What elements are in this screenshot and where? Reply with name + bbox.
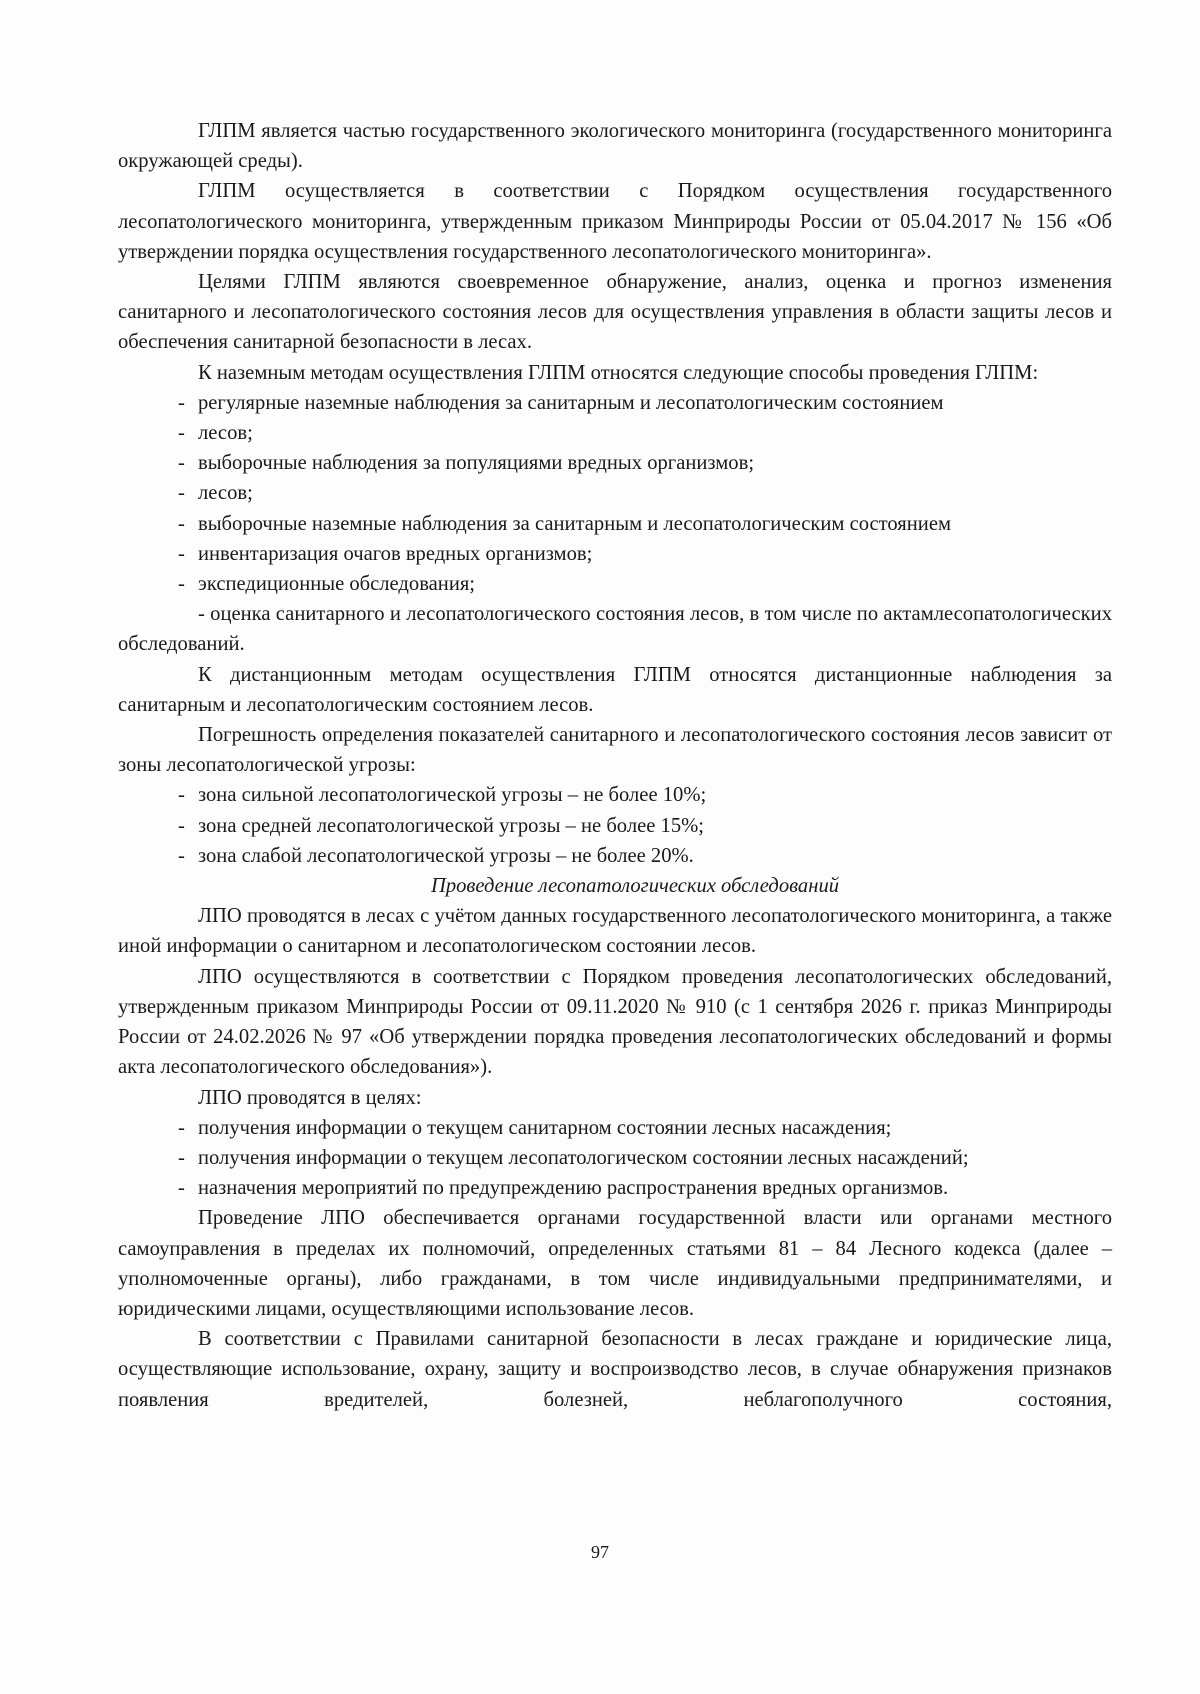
- list-item-text: выборочные наземные наблюдения за санитарным и лесопатологическим состоянием: [198, 512, 951, 535]
- paragraph: ЛПО проводятся в целях:: [198, 1086, 422, 1109]
- list-item-text: выборочные наблюдения за популяциями вредных организмов;: [198, 452, 755, 475]
- list-item-text: лесов;: [198, 482, 253, 505]
- list-item: - экспедиционные обследования;: [178, 573, 476, 596]
- list-item: - инвентаризация очагов вредных организмов;: [178, 542, 593, 565]
- list-item-text: регулярные наземные наблюдения за санитарным и лесопатологическим состоянием: [198, 391, 944, 414]
- list-item: - получения информации о текущем лесопатологическом состоянии лесных насаждений;: [178, 1146, 969, 1169]
- paragraph: ЛПО осуществляются в соответствии с Порядком проведения лесопатологических обследований, утвержденным приказом Минприроды России от 09.11.2020 № 910 (с 1 сентября 2026 г. приказ Минприроды России от 24.02.2026 № 97 «Об утверждении порядка проведения лесопатологических обследований и формы акта лесопатологического обследования»).: [118, 965, 1112, 1079]
- paragraph: К наземным методам осуществления ГЛПМ относятся следующие способы проведения ГЛПМ:: [198, 361, 1039, 384]
- paragraph: ГЛПМ осуществляется в соответствии с Порядком осуществления государственного лесопатологического мониторинга, утвержденным приказом Минприроды России от 05.04.2017 № 156 «Об утверждении порядка осуществления государственного лесопатологического мониторинга».: [118, 180, 1112, 263]
- paragraph: В соответствии с Правилами санитарной безопасности в лесах граждане и юридические лица, осуществляющие использование, охрану, защиту и воспроизводство лесов, в случае обнаружения признаков появления вредителей, болезней, неблагополучного состояния,: [118, 1328, 1112, 1411]
- paragraph: К дистанционным методам осуществления ГЛПМ относятся дистанционные наблюдения за санитарным и лесопатологическим состоянием лесов.: [118, 663, 1112, 716]
- list-item: - зона сильной лесопатологической угрозы – не более 10%;: [178, 784, 707, 807]
- list-item: - выборочные наземные наблюдения за санитарным и лесопатологическим состоянием: [178, 512, 951, 535]
- list-item: - лесов;: [178, 482, 253, 505]
- list-item: - зона средней лесопатологической угрозы – не более 15%;: [178, 814, 704, 837]
- list-item: - назначения мероприятий по предупреждению распространения вредных организмов.: [178, 1177, 949, 1200]
- paragraph: Целями ГЛПМ являются своевременное обнаружение, анализ, оценка и прогноз изменения санитарного и лесопатологического состояния лесов для осуществления управления в области защиты лесов и обеспечения санитарной безопасности в лесах.: [118, 271, 1112, 354]
- list-item: - регулярные наземные наблюдения за санитарным и лесопатологическим состоянием: [178, 391, 944, 414]
- list-item: - зона слабой лесопатологической угрозы – не более 20%.: [178, 844, 694, 867]
- list-item-text: инвентаризация очагов вредных организмов;: [198, 542, 593, 565]
- list-item-text: получения информации о текущем лесопатологическом состоянии лесных насаждений;: [198, 1146, 969, 1169]
- list-item-text: экспедиционные обследования;: [198, 573, 476, 596]
- page-number: 97: [591, 1542, 609, 1562]
- list-item-text: зона средней лесопатологической угрозы – не более 15%;: [198, 814, 704, 837]
- list-item-text: зона сильной лесопатологической угрозы – не более 10%;: [198, 784, 707, 807]
- paragraph: Погрешность определения показателей санитарного и лесопатологического состояния лесов зависит от зоны лесопатологической угрозы:: [118, 724, 1112, 777]
- list-item-text: назначения мероприятий по предупреждению распространения вредных организмов.: [198, 1177, 949, 1200]
- paragraph: ГЛПМ является частью государственного экологического мониторинга (государственного мониторинга окружающей среды).: [118, 120, 1112, 173]
- paragraph: Проведение ЛПО обеспечивается органами государственной власти или органами местного самоуправления в пределах их полномочий, определенных статьями 81 – 84 Лесного кодекса (далее – уполномоченные органы), либо гражданами, в том числе индивидуальными предпринимателями, и юридическими лицами, осуществляющими использование лесов.: [118, 1207, 1112, 1320]
- document-body: [118, 116, 1112, 1415]
- list-item-wrapped: - оценка санитарного и лесопатологического состояния лесов, в том числе по актамлесопатологических обследований.: [118, 603, 1112, 656]
- paragraph: ЛПО проводятся в лесах с учётом данных государственного лесопатологического мониторинга, а также иной информации о санитарном и лесопатологическом состоянии лесов.: [118, 905, 1112, 958]
- list-item-text: получения информации о текущем санитарном состоянии лесных насаждения;: [198, 1116, 892, 1139]
- list-item: - выборочные наблюдения за популяциями вредных организмов;: [178, 452, 755, 475]
- list-item: - лесов;: [178, 422, 253, 445]
- list-item-text: лесов;: [198, 422, 253, 445]
- section-heading: Проведение лесопатологических обследований: [430, 875, 840, 898]
- list-item-text: зона слабой лесопатологической угрозы – не более 20%.: [198, 844, 694, 867]
- list-item: - получения информации о текущем санитарном состоянии лесных насаждения;: [178, 1116, 892, 1139]
